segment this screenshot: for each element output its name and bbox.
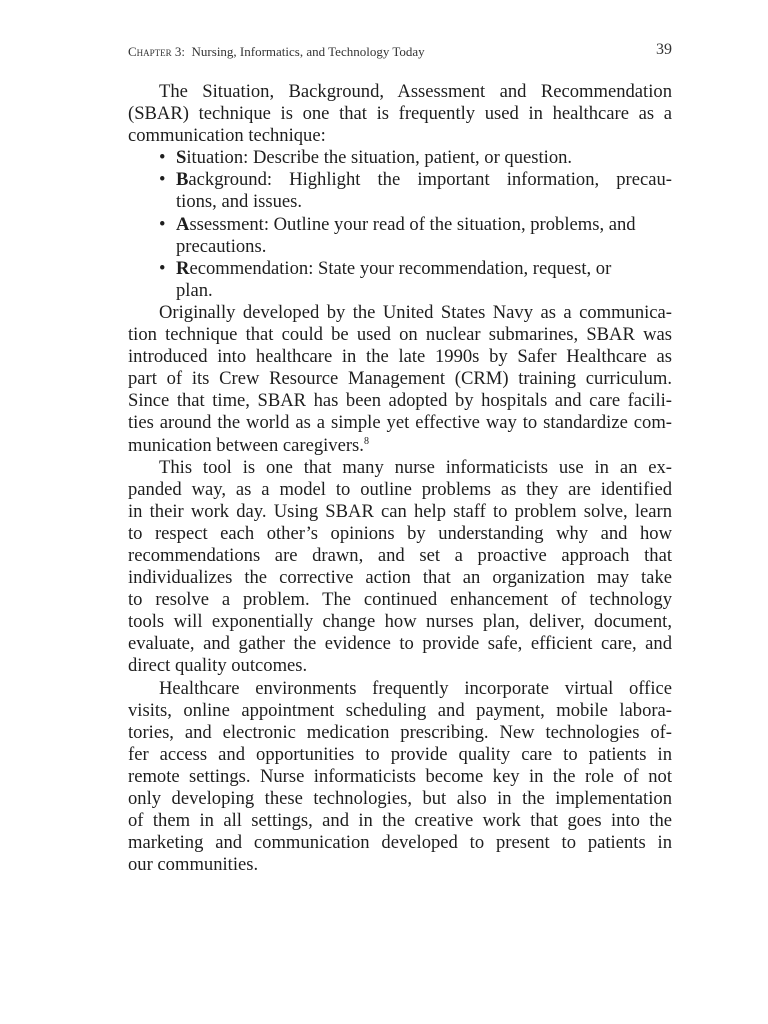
text-line: introduced into healthcare in the late 1990s by Safer Healthcare as — [128, 346, 672, 368]
bullet-icon: • — [159, 213, 166, 235]
text-line: communication technique: — [128, 125, 326, 147]
list-item-background — [128, 169, 672, 213]
sbar-list — [128, 147, 672, 302]
text-line: plan. — [176, 279, 213, 301]
text-line: Since that time, SBAR has been adopted by hospitals and care facili- — [128, 390, 672, 412]
text-line: (SBAR) technique is one that is frequently used in healthcare as a — [128, 103, 672, 125]
text-line: This tool is one that many nurse informaticists use in an ex- — [159, 456, 672, 478]
footnote-reference[interactable]: 8 — [363, 435, 369, 447]
chapter-title: Nursing, Informatics, and Technology Today — [191, 44, 425, 59]
text-line: visits, online appointment scheduling and payment, mobile labora- — [128, 699, 672, 721]
text-line: Originally developed by the United States Navy as a communica- — [159, 301, 672, 323]
running-head-title — [128, 44, 425, 60]
text-line: our communities. — [128, 854, 259, 876]
text-line: individualizes the corrective action that an organization may take — [128, 567, 672, 589]
bold-initial: S — [176, 147, 187, 169]
list-item-assessment — [128, 214, 672, 258]
text-line: fer access and opportunities to provide quality care to patients in — [128, 743, 672, 765]
paragraph-navy-origin — [128, 302, 672, 457]
text-line: ecommendation: State your recommendation, request, or — [189, 257, 612, 279]
text-line: ituation: Describe the situation, patient, or question. — [186, 147, 573, 169]
text-line: evaluate, and gather the evidence to provide safe, efficient care, and — [128, 633, 672, 655]
text-line: The Situation, Background, Assessment and Recommendation — [159, 81, 672, 102]
running-header — [128, 41, 672, 62]
page-number: 39 — [656, 41, 672, 58]
text-line: munication between caregivers. — [128, 434, 364, 456]
list-item-situation — [128, 147, 672, 169]
text-line: to resolve a problem. The continued enhancement of technology — [128, 589, 672, 611]
paragraph-sbar-tool — [128, 457, 672, 678]
text-line: direct quality outcomes. — [128, 655, 308, 677]
text-line: only developing these technologies, but also in the implementation — [128, 788, 672, 809]
text-line: of them in all settings, and in the creative work that goes into the — [128, 810, 672, 832]
text-line: precautions. — [176, 235, 267, 257]
text-line: tools will exponentially change how nurses plan, deliver, document, — [128, 611, 672, 633]
paragraph-healthcare-environments — [128, 678, 672, 877]
text-line: tories, and electronic medication prescribing. New technologies of- — [128, 721, 672, 743]
text-line: to respect each other’s opinions by understanding why and how — [128, 522, 672, 544]
bold-initial: A — [176, 213, 190, 235]
text-line: ties around the world as a simple yet effective way to standardize com- — [128, 412, 672, 434]
text-line: panded way, as a model to outline problems as they are identified — [128, 478, 672, 500]
list-item-recommendation — [128, 258, 672, 302]
text-line: Healthcare environments frequently incorporate virtual office — [159, 677, 672, 699]
bold-initial: B — [176, 169, 189, 191]
bullet-icon: • — [159, 147, 166, 169]
text-line: in their work day. Using SBAR can help staff to problem solve, learn — [128, 500, 672, 522]
bullet-icon: • — [159, 169, 166, 191]
text-line: tions, and issues. — [176, 191, 303, 213]
text-line: part of its Crew Resource Management (CRM) training curriculum. — [128, 368, 672, 390]
paragraph-sbar-intro — [128, 81, 672, 147]
text-line: remote settings. Nurse informaticists become key in the role of not — [128, 765, 672, 787]
page-body — [128, 81, 672, 876]
bullet-icon: • — [159, 257, 166, 279]
chapter-label: Chapter 3: — [128, 44, 186, 59]
text-line: ssessment: Outline your read of the situation, problems, and — [189, 213, 636, 235]
text-line: recommendations are drawn, and set a proactive approach that — [128, 544, 672, 566]
bold-initial: R — [176, 257, 190, 279]
text-line: marketing and communication developed to present to patients in — [128, 832, 672, 854]
text-line: ackground: Highlight the important information, precau- — [188, 169, 672, 191]
text-line: tion technique that could be used on nuclear submarines, SBAR was — [128, 324, 672, 346]
